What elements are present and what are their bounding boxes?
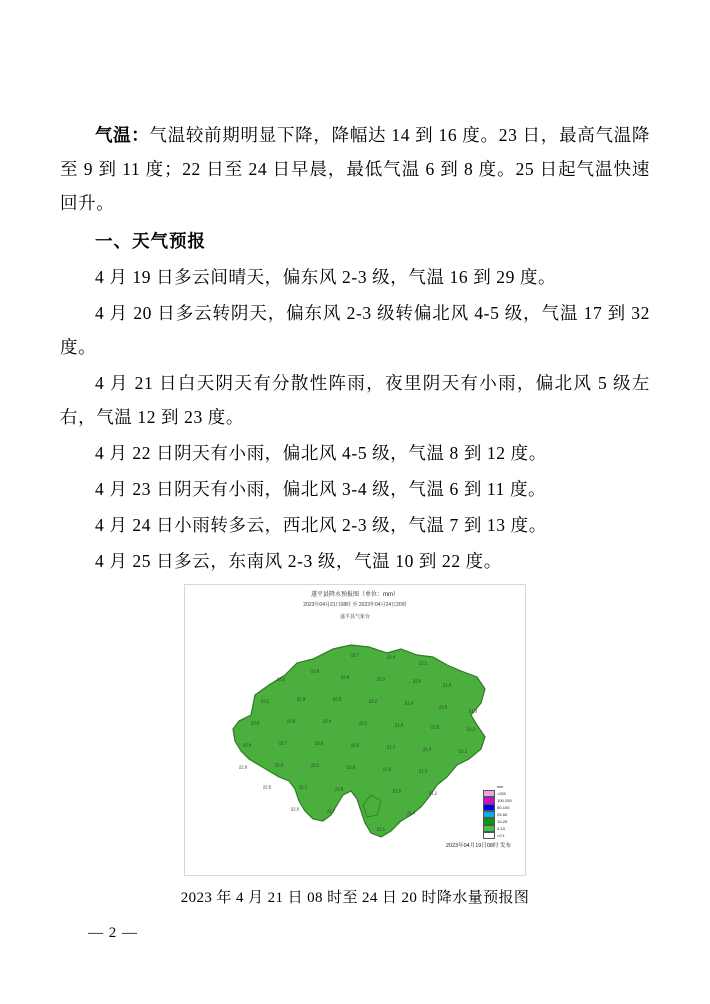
map-point-value: 22.3 <box>376 676 386 682</box>
paragraph-lead: 气温： <box>95 125 150 145</box>
legend-label: 25-50 <box>497 812 508 817</box>
map-point-value: 23.0 <box>310 668 320 674</box>
forecast-line-7: 4 月 25 日多云，东南风 2-3 级，气温 10 到 22 度。 <box>95 551 502 571</box>
map-point-value: 21.2 <box>428 790 438 796</box>
map-point-value: 22.1 <box>298 784 308 790</box>
page-footer: — 2 — <box>88 925 138 941</box>
map-point-value: 22.1 <box>358 720 368 726</box>
legend-item <box>483 832 517 839</box>
forecast-line-3: 4 月 21 日白天阴天有分散性阵雨，夜里阴天有小雨，偏北风 5 级左右，气温 12 到 23 度。 <box>60 373 650 427</box>
map-point-value: 21.6 <box>438 704 448 710</box>
map-point-value: 21.5 <box>392 788 402 794</box>
legend-item <box>483 825 517 832</box>
map-point-value: 23.2 <box>276 676 286 682</box>
page-content <box>60 0 650 910</box>
legend-swatch <box>483 832 495 839</box>
map-title: 遂平县降水预报图（单位：mm） <box>311 592 399 598</box>
map-point-value: 22.7 <box>278 740 288 746</box>
map-issue-time: 2023年04月19日08时 发布 <box>445 843 511 849</box>
map-point-value: 22.1 <box>418 660 428 666</box>
county-polygon <box>233 645 485 837</box>
legend-label: 0-10 <box>497 826 506 831</box>
legend-item <box>483 804 517 811</box>
map-point-value: 23.1 <box>260 698 270 704</box>
forecast-line-5: 4 月 23 日阴天有小雨，偏北风 3-4 级，气温 6 到 11 度。 <box>95 479 547 499</box>
map-point-value: 21.1 <box>458 748 468 754</box>
map-point-value: 22.4 <box>322 718 332 724</box>
figure-caption: 2023 年 4 月 21 日 08 时至 24 日 20 时降水量预报图 <box>180 890 530 906</box>
legend-label: <0.1 <box>497 833 505 838</box>
legend-swatch <box>483 804 495 811</box>
map-point-value: 21.6 <box>382 766 392 772</box>
map-point-value: 21.8 <box>334 786 344 792</box>
map-point-value: 22.8 <box>238 764 248 770</box>
map-point-value: 21.8 <box>442 682 452 688</box>
map-point-value: 22.5 <box>262 784 272 790</box>
map-point-value: 21.7 <box>386 744 396 750</box>
precipitation-forecast-figure <box>60 584 650 910</box>
legend-label: 50-100 <box>497 805 510 810</box>
map-point-value: 22.9 <box>296 696 306 702</box>
legend-swatch <box>483 818 495 825</box>
map-point-value: 21.8 <box>394 722 404 728</box>
legend-item <box>483 811 517 818</box>
map-point-value: 21.3 <box>468 708 478 714</box>
paragraph-temperature <box>60 118 650 220</box>
map-point-value: 21.7 <box>326 808 336 814</box>
map-point-value: 21.2 <box>466 726 476 732</box>
map-subtitle: 2023年04月21日08时 至 2023年04月24日20时 <box>303 602 407 608</box>
map-point-value: 22.7 <box>350 652 360 658</box>
legend-label: 10-25 <box>497 819 508 824</box>
legend-swatch <box>483 790 495 797</box>
legend-label: 100-250 <box>497 798 512 803</box>
map-point-value: 22.3 <box>314 740 324 746</box>
forecast-line-6: 4 月 24 日小雨转多云，西北风 2-3 级，气温 7 到 13 度。 <box>95 515 547 535</box>
legend-label: >250 <box>497 791 507 796</box>
section-heading: 一、天气预报 <box>95 231 206 251</box>
map-point-value: 21.4 <box>422 746 432 752</box>
legend-swatch <box>483 825 495 832</box>
map-point-value: 22.8 <box>286 718 296 724</box>
map-point-value: 21.5 <box>430 724 440 730</box>
legend-title: mm <box>496 784 504 789</box>
map-point-value: 22.6 <box>274 762 284 768</box>
paragraph-body: 气温较前期明显下降，降幅达 14 到 16 度。23 日，最高气温降至 9 到 11 度；22 日至 24 日早晨，最低气温 6 到 8 度。25 日起气温快速回升。 <box>60 125 650 213</box>
map-point-value: 22.6 <box>340 674 350 680</box>
map-point-value: 22.0 <box>290 806 300 812</box>
map-point-value: 21.1 <box>376 826 386 832</box>
map-point-value: 21.3 <box>418 768 428 774</box>
map-point-value: 22.0 <box>350 742 360 748</box>
legend-item <box>483 818 517 825</box>
legend-swatch <box>483 811 495 818</box>
map-point-value: 23.0 <box>250 720 260 726</box>
map-point-value: 22.2 <box>368 698 378 704</box>
map-station-label: 遂平县气象台 <box>339 614 370 620</box>
forecast-line-1: 4 月 19 日多云间晴天，偏东风 2-3 级，气温 16 到 29 度。 <box>95 267 557 287</box>
map-point-value: 22.4 <box>386 654 396 660</box>
map-point-value: 22.5 <box>332 696 342 702</box>
map-point-value: 22.9 <box>242 742 252 748</box>
map-point-value: 21.4 <box>406 810 416 816</box>
map-legend <box>483 784 517 839</box>
precipitation-map <box>184 584 526 876</box>
legend-item <box>483 790 517 797</box>
forecast-line-2: 4 月 20 日多云转阴天，偏东风 2-3 级转偏北风 4-5 级，气温 17 到 32 度。 <box>60 303 650 357</box>
forecast-line-4: 4 月 22 日阴天有小雨，偏北风 4-5 级，气温 8 到 12 度。 <box>95 443 547 463</box>
legend-swatch <box>483 797 495 804</box>
map-point-value: 21.9 <box>404 700 414 706</box>
map-point-value: 21.9 <box>346 764 356 770</box>
legend-item <box>483 797 517 804</box>
map-point-value: 22.0 <box>412 678 422 684</box>
legend-rows <box>483 790 517 839</box>
map-point-value: 22.2 <box>310 762 320 768</box>
